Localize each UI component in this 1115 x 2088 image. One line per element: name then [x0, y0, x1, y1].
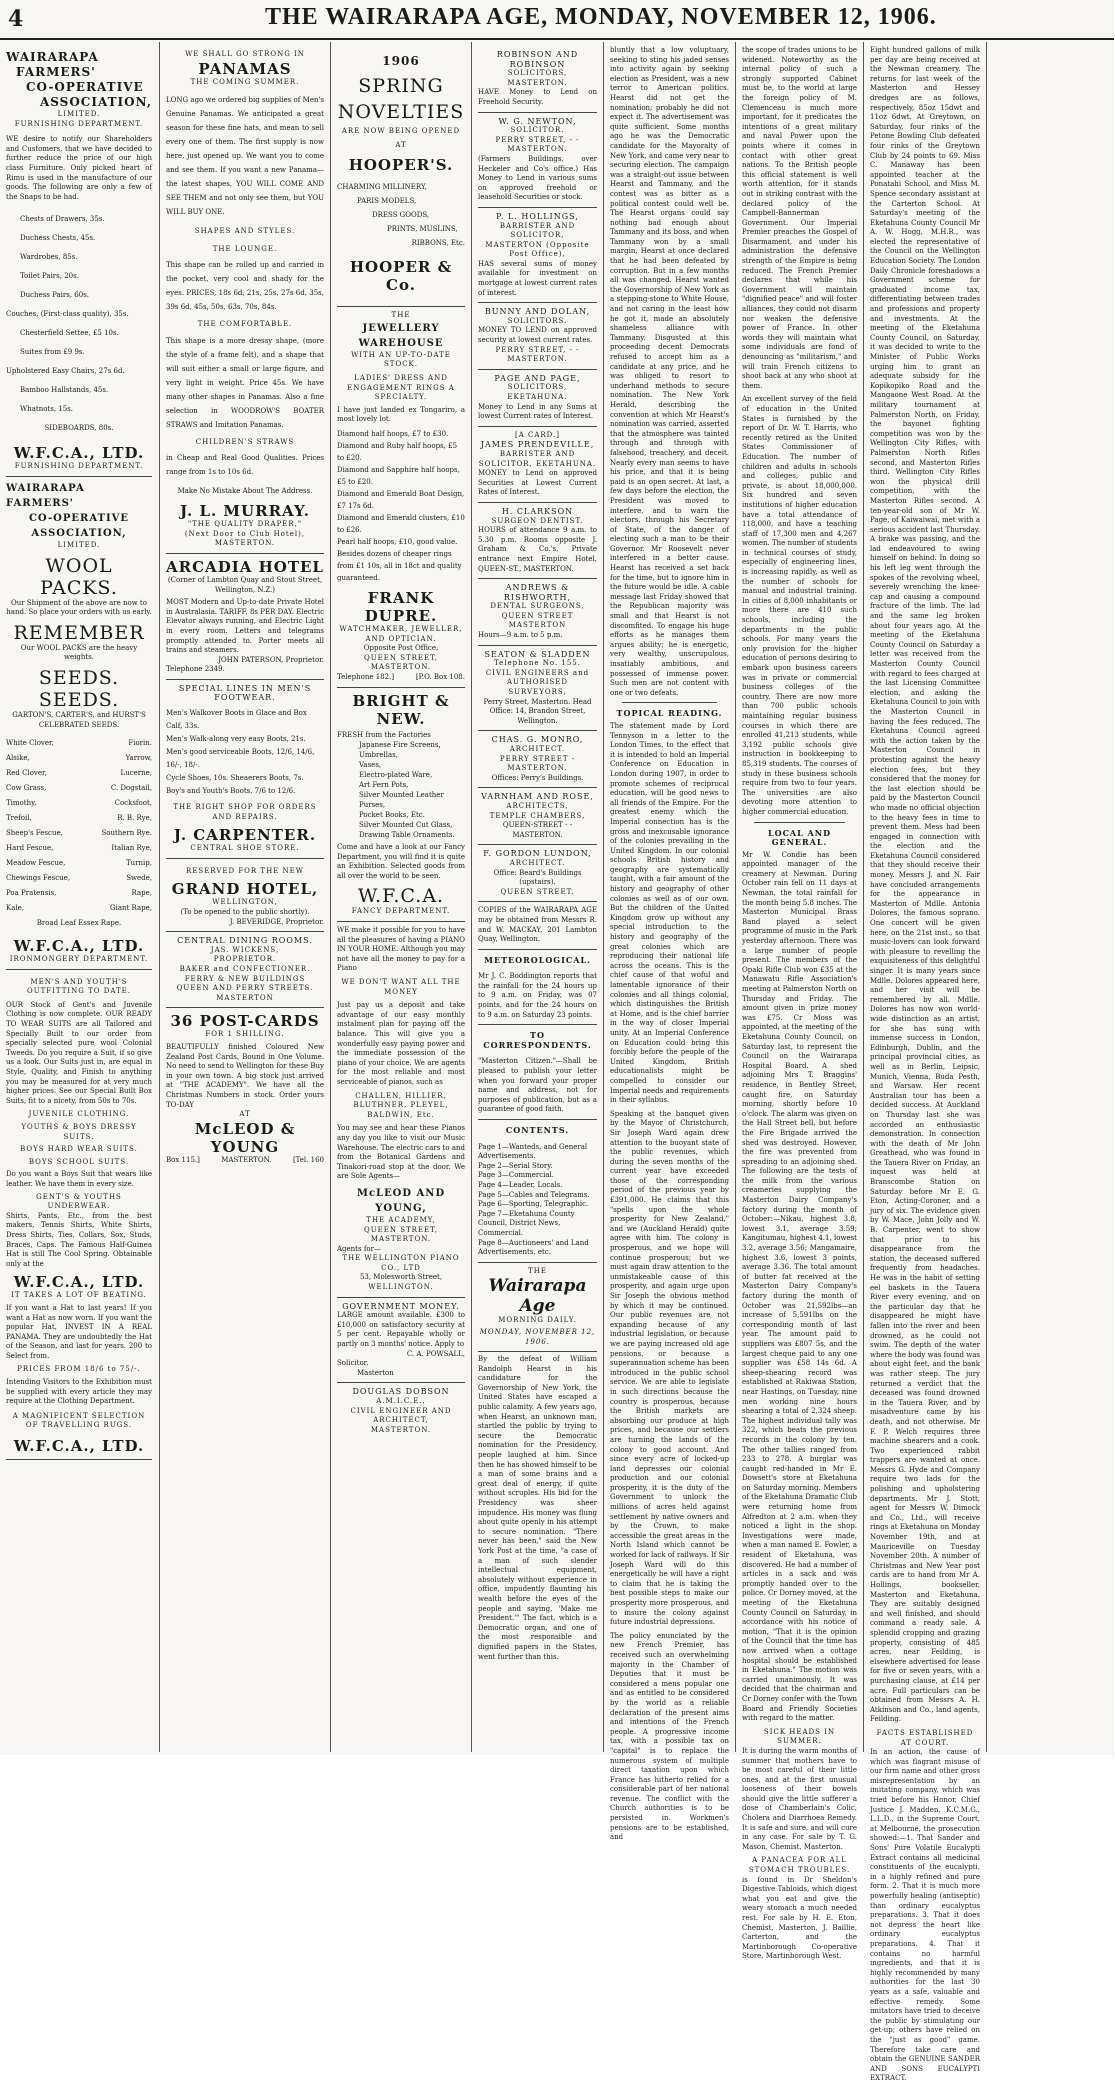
- contents-item: Page 2—Serial Story.: [478, 1161, 553, 1170]
- furniture-item: Duchess Chests, 45s.: [20, 234, 96, 243]
- childrens-text: in Cheap and Real Good Qualities. Prices range from 1s to 10s 6d.: [166, 453, 324, 476]
- dining-rooms-ad: [166, 932, 324, 1008]
- jewellery-the: THE: [391, 311, 411, 320]
- piano-brands: CHALLEN, HILLIER, BLUTHNER, PLEYEL, BALDWIN, Etc.: [353, 1091, 449, 1119]
- final-signature: W.F.C.A., LTD.: [13, 1437, 145, 1456]
- murray-name: J. L. MURRAY.: [180, 502, 310, 521]
- juvenile-text: Do you want a Boys Suit that wears like leather. We have them in every size.: [6, 1170, 152, 1188]
- furniture-item: SIDEBOARDS, 80s.: [44, 424, 114, 433]
- wickens-street: QUEEN AND PERRY STREETS.: [176, 984, 314, 993]
- govt-title: GOVERNMENT MONEY.: [342, 1301, 460, 1311]
- novelties-spring: SPRING: [358, 75, 444, 97]
- local-title: LOCAL AND GENERAL.: [767, 827, 832, 848]
- page-number: 4: [8, 6, 24, 32]
- wfca-name-1: WAIRARAPA: [6, 50, 99, 64]
- seed-row: Trefoil, R. B. Rye,: [6, 814, 152, 823]
- correspondents-title: TO CORRESPONDENTS.: [483, 1030, 592, 1050]
- hoopers-list: [337, 180, 465, 250]
- underwear-title: GENT'S & YOUTHS UNDERWEAR.: [36, 1192, 122, 1211]
- arcadia-hotel-ad: [166, 554, 324, 680]
- furniture-item: Couches, (First-class quality), 35s.: [6, 310, 129, 319]
- contents-item: Page 4—Leader, Locals.: [478, 1180, 563, 1189]
- arcadia-address: (Corner of Lambton Quay and Stout Street, Wellington, N.Z.): [167, 575, 323, 594]
- seeds-list: [6, 736, 152, 931]
- rings-list: [337, 428, 465, 584]
- dining-title: CENTRAL DINING ROOMS.: [177, 936, 313, 946]
- topical-revenue: Speaking at the banquet given by the Mayor of Christchurch, Sir Joseph Ward again drew attention to the buoyant state of the public revenues, which during the seven months of the current year have exceeded those of the corresponding period of the previous year by £391,000. He claims that this "spells upon the whole prosperity for New Zealand," and we (Auckland Herald) quite agree with him. The colony is prosperous, and we hope will continue prosperous; but we must again draw attention to the unmistakeable cause of this prosperity, and again urge upon Sir Joseph the obvious method by which it may be continued. Our public revenues are not expanding because of any industrial legislation, or because we are paying increased old age pensions, or because a superannuation scheme has been introduced in the public school service. We are able to legislate in such directions because the country is prosperous, because the British markets are absorbing our produce at high prices, and because our settlers are turning the lands of the colony to good account. And since every acre of locked-up land depresses our colonial production and our colonial prosperity, it is the duty of the Government to unlock the millions of acres held against settlement by native owners and by the Crown, to make accessible the great areas in the North Island which cannot be worked for lack of railways. If Sir Joseph Ward will do this energetically he will have a right to claim that he is taking the best possible steps to make our prosperity more prosperous, and to insure the colony against future industrial depressions.: [610, 1109, 729, 1627]
- grand-town: WELLINGTON,: [212, 898, 278, 907]
- ironmongery-department: IRONMONGERY DEPARTMENT.: [9, 955, 149, 964]
- ring-item: Pearl half hoops, £10, good value.: [337, 537, 458, 546]
- column-3: [330, 42, 471, 1752]
- wfca-fancy-signature: W.F.C.A.: [357, 885, 445, 908]
- panama-pre: WE SHALL GO STRONG IN: [185, 50, 305, 58]
- powsall-name: C. A. POWSALL,: [406, 1349, 465, 1358]
- juvenile-line: YOUTHS & BOYS DRESSY SUITS.: [21, 1123, 137, 1141]
- bright-item: Pocket Books, Etc.: [359, 811, 425, 820]
- rings-intro: I have just landed ex Tongariro, a most lovely lot.: [337, 405, 465, 424]
- mcleod-box: Box 115.]: [166, 1155, 200, 1164]
- mens-outfitting-text: OUR Stock of Gent's and Juvenile Clothing is now complete. OUR READY TO WEAR SUITS are all Tailored and Specially Built to our order from specially selected pure wool Colonial Tweeds. Do you require a Suit, if so give us a look. Our Suits just in, are equal in Style, Quality, and Finish to anything you may be measured for at very much higher prices. See our Special Built Box Suits, fit to a nicety, from 50s to 70s.: [6, 1000, 152, 1105]
- furniture-item: Bamboo Hallstands, 45s.: [20, 386, 109, 395]
- comfortable-title: THE COMFORTABLE.: [197, 320, 293, 329]
- travelling-rugs: A MAGNIFICENT SELECTION OF TRAVELLING RUGS.: [12, 1411, 146, 1430]
- dupre-sub: WATCHMAKER, JEWELLER, AND OPTICIAN.: [339, 624, 463, 643]
- ring-item: Diamond and Emerald Boat Design, £7 17s 6d.: [337, 489, 465, 510]
- bright-fresh: FRESH from the Factories: [337, 730, 431, 739]
- bright-item: Silver Mounted Leather Purses,: [359, 791, 444, 810]
- leader-continued: bluntly that a low voluptuary, seeking to sting his jaded senses into activity again by seeking election as President, was a new terror to American politics. Hearst did not get the nomination; probably he did not expect it. The advertisement was quite sufficient. Some months ago he was the Democratic candidate for the Mayoralty of New York, and came very near to securing election. The campaign was a straight-out issue between Hearst and Tammany, and the contest was as bitter as a political contest could well be. The Hearst organs could say nothing bad enough about Tammany and its boss, and when Tammany won by a small margin, Hearst at once declared that he had been defeated by corruption. But in a few months all was changed. Hearst wanted the Governorship of New York as a stepping-stone to White House, and not caring in the least how he got it, made an absolutely shameless alliance with Tammany. Disgusted at this proceeding decent Democrats refused to accept him as a candidate at any price, and he was obliged to resort to underhand methods to secure nomination. The New York Herald, describing the convention at which Mr Hearst's nomination was carried, asserted that the atmosphere was tainted through and through with falsehood, treachery, and deceit. Nearly every man seems to have his price, and that it is being paid is an open secret. At last, a few days before the election, the President was moved to interfere, and to warn the electors, through his Secretary of State, of the danger of electing such a man to be their Governor. Mr Roosevelt never interfered in a better cause. Hearst has received a set back for the time, but to ignore him in the future would be idle. A cable message last Friday showed that the Republican majority was small and that Hearst is not discomfited. To engage his huge efforts as he manages them argues ability; he is energetic, very wealthy, unscrupulous, insatiably ambitious, and possessed of immense power. Such men are not content with one or two defeats.: [610, 46, 729, 697]
- carpenter-sub: CENTRAL SHOE STORE.: [190, 844, 300, 853]
- piano-text-3: You may see and hear these Pianos any day you like to visit our Music Warehouse. The electric cars to and from the Botanical Gardens and Tinakori-road stop at the door. We are Sole Agents—: [337, 1124, 465, 1181]
- seeds-title: SEEDS. SEEDS.: [38, 666, 120, 711]
- government-money-ad: [337, 1298, 465, 1384]
- furniture-item: Chests of Drawers, 35s.: [20, 215, 105, 224]
- novelties-at: AT: [395, 140, 407, 149]
- wfca-fancy-department: FANCY DEPARTMENT.: [351, 907, 451, 916]
- wfca-name-6: FURNISHING DEPARTMENT.: [14, 119, 144, 128]
- carpenter-name: J. CARPENTER.: [173, 826, 317, 845]
- column-2: [159, 42, 330, 1752]
- postcards-for: FOR 1 SHILLING.: [205, 1030, 285, 1039]
- mcleod-telephone: [Tel. 160: [292, 1155, 324, 1164]
- novelties-year: 1906: [382, 54, 420, 68]
- hoopers-item: DRESS GOODS,: [372, 211, 430, 220]
- column-1: [0, 42, 158, 1752]
- us-education: An excellent survey of the field of education in the United States is furnished by the report of Dr. W. T. Harris, who recently retired as the United States Commissioner of Education. The number of children and adults in schools and colleges, public and private, is about 18,000,000. Six hundred and seven institutions of higher education have a total attendance of 118,000, and have a teaching staff of 17,300 men and 4,267 women. The number of students in technical courses of study, especially of engineering lines, is increasing rapidly, as well as the number of schools for manual and industrial training. In cities of 8,000 inhabitants or more there are 410 such schools, including the departments in the public schools. For many years the only provision for the higher education of persons desiring to embark upon business careers was in private or commercial business colleges of the country. There are now more than 700 public schools maintaining regular business courses in which there are enrolled 41,213 students, while 3,192 public schools give instruction in bookkeeping to 85,319 students. The courses of study in these business schools require from two to four years. The universities are also devoting more attention to higher commercial education.: [742, 395, 857, 816]
- underwear-text: Shirts, Pants, Etc., from the best makers, Tennis Shirts, White Shirts, Dress Shirts, Ties, Collars, Sox, Studs, Braces, Caps. The Famous Half-Guinea Hat is still The Cool Spring. Obtainable only at the: [6, 1211, 152, 1268]
- footwear-item: Men's Walkover Boots in Glace and Box Calf, 33s.: [166, 709, 307, 731]
- copies-notice: COPIES of the WAIRARAPA AGE may be obtained from Messrs R. and W. MACKAY, 201 Lambton Quay, Wellington.: [478, 902, 597, 949]
- card: W. G. NEWTON, SOLICITOR. PERRY STREET, - - MASTERTON. (Farmers Buildings, over Heckeler and Co's office.) Has Money to Lend in various sums on approved freehold or leasehold Securities or stock.: [478, 113, 597, 208]
- hat-prices: PRICES FROM 18/6 to 75/-.: [17, 1365, 141, 1374]
- masthead: [0, 0, 1114, 40]
- dupre-street: QUEEN STREET, MASTERTON.: [363, 653, 439, 672]
- professional-cards: [478, 46, 597, 902]
- piano-text-2: Just pay us a deposit and take advantage of our easy monthly instalment plan for paying off the balance. This will give you a wonderfully easy paying power and the immediate possession of the piano of your choice. We are agents for the most reliable and most serviceable of pianos, such as: [337, 1001, 465, 1086]
- hat-exhibition-text: Intending Visitors to the Exhibition must be supplied with every article they may require at the Clothing Department.: [6, 1378, 152, 1406]
- contents-title: CONTENTS.: [505, 1125, 570, 1135]
- furniture-item: Toilet Pairs, 20s.: [20, 272, 79, 281]
- hoopers-item: PRINTS, MUSLINS,: [387, 225, 458, 234]
- paper-sub: MORNING DAILY.: [498, 1316, 577, 1325]
- wool-head-2: CO-OPERATIVE ASSOCIATION,: [28, 512, 130, 539]
- seed-row: Timothy, Cocksfoot,: [6, 799, 152, 808]
- hoopers-item: PARIS MODELS,: [357, 197, 417, 206]
- france-continued: the scope of trades unions to be widened. Noteworthy as the internal policy of such a strongly supported Cabinet must be, to the world at large the foreign policy of M. Clemenceau is much more important, for it predicates the intentions of a great military and naval Power upon the points where it comes in contact with other great nations. To the British people this official statement is well worth attention, for it stands out in striking contrast with the declared policy of the Campbell-Bannerman Government. Our Imperial Premier preaches the Gospel of Disarmament, and under his administration the defensive strength of the Empire is being reduced. The French Premier declares that while his Government will maintain "dignified peace" and will foster alliances, they could not disarm nor weaken the defensive power of France. In other words they will maintain what some individuals are fond of denouncing as "militarism," and will train French citizens to shoot back at any who shoot at them.: [742, 46, 857, 390]
- furniture-item: Upholstered Easy Chairs, 27s 6d.: [6, 367, 125, 376]
- meteorological-text: Mr J. C. Boddington reports that the rainfall for the 24 hours up to 9 a.m. on Friday, was 07 points, and for the 24 hours on to 9 a.m. on Saturday 23 points.: [478, 968, 597, 1025]
- mcleod-town: MASTERTON.: [221, 1155, 272, 1164]
- hat-title: IT TAKES A LOT OF BEATING.: [11, 1291, 147, 1300]
- card: SEATON & SLADDEN Telephone No. 155. CIVIL ENGINEERS and AUTHORISED SURVEYORS, Perry Street, Masterton. Head Office: 14, Brandon Street, Wellington.: [478, 646, 597, 732]
- ring-item: Diamond and Ruby half hoops, £5 to £20.: [337, 441, 458, 462]
- contents-item: Page 1—Wanteds, and General Advertisements.: [478, 1142, 588, 1161]
- seeds-text: GARTON'S, CARTER'S, and HURST'S CELEBRATED SEEDS.: [12, 710, 146, 729]
- grand-sub: (To be opened to the public shortly).: [180, 908, 310, 917]
- bright-item: Silver Mounted Cut Glass,: [359, 821, 453, 830]
- facts-title: FACTS ESTABLISHED AT COURT.: [876, 1728, 974, 1747]
- footwear-item: Boy's and Youth's Boots, 7/6 to 12/6.: [166, 787, 296, 796]
- dupre-name: FRANK DUPRE.: [364, 588, 438, 625]
- lounge-title: THE LOUNGE.: [212, 244, 278, 253]
- bright-item: Japanese Fire Screens,: [359, 741, 441, 750]
- seed-row: Meadow Fescue, Turnip,: [6, 859, 152, 868]
- wfca-name-3: CO-OPERATIVE: [26, 80, 144, 94]
- contents-item: Page 6—Sporting, Telegraphic.: [478, 1200, 589, 1209]
- wfca-name-4: ASSOCIATION,: [39, 95, 152, 109]
- bright-item: Drawing Table Ornaments.: [359, 831, 455, 840]
- bright-item: Vases,: [359, 761, 382, 770]
- panama-sub: THE COMING SUMMER.: [190, 77, 300, 86]
- juvenile-line: BOYS HARD WEAR SUITS.: [20, 1145, 138, 1154]
- mcleod-young-sub: THE ACADEMY,: [366, 1215, 436, 1224]
- bright-item: Umbrellas,: [359, 751, 398, 760]
- novelties-opened: ARE NOW BEING OPENED: [341, 127, 461, 135]
- jewellery-sub: WITH AN UP-TO-DATE STOCK.: [351, 350, 451, 369]
- bright-item: Art Fern Pots,: [359, 781, 409, 790]
- wfca-name-2: FARMERS': [16, 65, 96, 79]
- panama-text: LONG ago we ordered big supplies of Men's Genuine Panamas. We anticipated a great season for these fine hats, and mean to sell every one of them. The first supply is now here, just opened up. We want you to come and see them. If you want a new Panama—the latest shapes, YOU WILL COME AND SEE THEM and not only see them, but YOU WILL BUY ONE.: [166, 96, 324, 217]
- mcleod-contact: [166, 1156, 324, 1166]
- powsall-title: Solicitor,: [337, 1359, 369, 1368]
- card: BUNNY AND DOLAN, SOLICITORS. MONEY TO LEND on approved security at lowest current rates. PERRY STREET, - - MASTERTON.: [478, 303, 597, 370]
- footwear-title: SPECIAL LINES IN MEN'S FOOTWEAR.: [178, 683, 312, 703]
- arcadia-title: ARCADIA HOTEL: [166, 557, 324, 576]
- postcards-at: AT: [239, 1110, 251, 1119]
- column-7: [863, 42, 986, 2083]
- column-8: [986, 42, 1115, 1752]
- grand-proprietor: J. BEVERIDGE, Proprietor.: [229, 917, 324, 926]
- dupre-address: Opposite Post Office,: [363, 644, 439, 653]
- powsall-town: Masterton: [357, 1368, 394, 1377]
- contents-item: Page 3—Commercial.: [478, 1171, 555, 1180]
- contents-item: Page 8—Auctioneers' and Land Advertisements, etc.: [478, 1238, 589, 1257]
- wfca-department: FURNISHING DEPARTMENT.: [14, 462, 144, 471]
- meteorological-title: METEOROLOGICAL.: [484, 954, 591, 965]
- murray-town: MASTERTON.: [214, 539, 276, 548]
- topical-title: TOPICAL READING.: [616, 708, 723, 719]
- local-news-continued: Eight hundred gallons of milk per day are being received at the Newman creamery. The returns for last week of the Masterton and Hessey dredges are as follows, respectively, 85oz 15dwt and 11oz 6dwt. At Greytown, on Saturday, four rinks of the Petone Bowling Club defeated four rinks of the Greytown Club by 24 points to 69. Miss C. Manaway has been appointed teacher at the Ponatahi School, and Miss M. Spence secondary assistant at the Carterton School. At Saturday's meeting of the Eketahuna County Council Mr A. W. Hogg, M.H.R., was elected the representative of the Council on the Wellington Education Society. The London Daily Chronicle foreshadows a Government scheme for graduated income tax, differentiating between trades and professions and property and investments. At the meeting of the Eketahuna County Council, on Saturday, it was decided to write to the Minister of Public Works urging him to grant an adequate subsidy for the Kopikopiko Road and the Mangaone West Road. At the military tournament at Palmerston North, on Friday, the bayonet fighting competition was won by the Wellington City Rifles, with Palmerston North Rifles second, and Masterton Rifles third. Wellington City Rifles won the physical drill competition, with the Masterton Rifles second. A ten-year-old son of Mr W. Page, of Kaiwaiwai, met with a serious accident last Thursday. A brake was passing, and the lad endeavoured to swing himself on behind. In doing so his left leg went through the spokes of the revolving wheel, severely wrenching the knee-cap and causing a compound fracture of the limb. The lad and the same leg broken about four years ago. At the meeting of the Eketahuna County Council on Saturday a letter was received from the Masterton County Council with regard to fees charged at the last Licensing Committee election, and asking the Eketahuna Council to join with the Masterton Council in having the fees reduced. The Eketahuna Council agreed with the action taken by the Masterton Council in protesting against the heavy election fees, but they considered that the money for the last election should be paid by the Masterton Council who made no official objection to the heavy fees in time to prevent them. Mess had been engaged in connection with the election and the Eketahuna Council considered that they should receive their money. Messrs J. and N. Fair have concluded arrangements for the appearance in Masterton of Mdlle. Antonia Dolores, the famous soprano. One concert will be given here, on the 21st inst., so that music-lovers can look forward with pleasure to revelling the exquisiteness of this delightful singer. It is many years since Mdlle. Dolores appeared here, and her visit will be remembered by all. Mdlle. Dolores has now won world-wide distinction as an artist, for she has sung with immense success in London, Edinburgh, Dublin, and the principal provincial cities, as well as in Berlin, Leipsic, Munich, Vienna, Buda Pesth, and Warsaw. Her recent Australian tour has been a decided success. At Auckland on Thursday last she was accorded an enthusiastic demonstration. In connection with the death of Mr John Greathead, who was found in the Tauera River on Friday, an inquest was held at Branscombe Station on Saturday before Mr E. G. Eton, Acting-Coroner, and a jury of six. The evidence given by W. Mace, John Jolly and W. B. Carpenter, went to show that prior to his disappearance from the station, the deceased suffered frequently from headaches. He was in the habit of setting eel baskets in the Tauera River every evening, and on the particular day that he disappeared he might have fallen into the river and been drowned, as he could not swim. The depth of the water where the body was found was about eight feet, and the bank was rather steep. The jury returned a verdict that the deceased was found drowned in the Tauera River, and by misadventure came by his death, and not otherwise. Mr F. P. Welch requires three machine shearers and a cook. Two experienced rabbit trappers are wanted at once. Messrs G. Hyde and Company require two lads for the polishing and upholstering departments. Mr J. Stott, agent for Messrs W. Dimock and Co., Ltd., will receive rings at Eketahuna on Monday November 19th, and at Mauriceville on Tuesday November 20th. A number of Christmas and New Year post cards are to hand from Mr A. Hollings, bookseller, Masterton and Eketahuna. They are suitably designed and well finished, and should command a ready sale. A splendid cropping and grazing property, consisting of 485 acres, near Feilding, is elsewhere advertised for lease for five or seven years, with a purchasing clause, at £14 per acre. Full particulars can be obtained from Messrs A. H. Atkinson and Co., land agents, Feilding.: [870, 46, 980, 1724]
- govt-text: LARGE amount available. £300 to £10,000 on satisfactory security at 5 per cent. Repayable wholly or partly on 3 months' notice. Apply to: [337, 1311, 465, 1349]
- shapes-title: SHAPES AND STYLES.: [194, 227, 296, 236]
- arcadia-telephone: Telephone 2349.: [166, 665, 225, 674]
- dobson-sub: A.M.I.C.E.,: [376, 1397, 426, 1405]
- furniture-item: Wardrobes, 85s.: [20, 253, 78, 262]
- panacea-text: is found in Dr Sheldon's Digestive Tabloids, which digest what you eat and give the weary stomach a much needed rest. For sale by H. E. Eton, Chemist, Masterton, J. Baillie, Carterton, and the Martinborough Co-operative Store, Martinborough West.: [742, 1875, 857, 1961]
- dupre-telephone: Telephone 182.]: [337, 672, 395, 681]
- leader-article: By the defeat of William Randolph Hearst in his candidature for the Governorship of New York, the United States have escaped a public calamity. A few years ago, when Hearst, an unknown man, startled the public by trying to secure the Democratic nomination for the Presidency, people laughed at him. Since then he has showed himself to be a man of some brains and a great deal of energy, if quite without scruples. His bid for the Presidency was sheer impudence. His money was flung about quite openly in his attempt to secure nomination. "There never has been," said the New York Post at the time, "a case of a man of such slender intellectual equipment, absolutely without experience in office, impudently flaunting his wealth before the eyes of the people and saying, 'Make me President.'" The fact, which is a Democratic organ, and one of the most responsible and dignified papers in the States, went further than this.: [478, 1355, 597, 1661]
- sick-text: It is during the warm months of summer that mothers have to be most careful of their little ones, and at the first unusual looseness of their bowels should give the little sufferer a dose of Chamberlain's Colic, Cholera and Diarrhoea Remedy. It is safe and sure, and will cure in any case. For sale by T. G. Mason, Chemist, Masterton.: [742, 1746, 857, 1851]
- seed-row: Sheep's Fescue, Southern Rye.: [6, 829, 152, 838]
- rings-title: LADIES' DRESS AND ENGAGEMENT RINGS A SPECIALTY.: [347, 373, 455, 402]
- furniture-item: Chesterfield Settee, £5 10s.: [20, 329, 119, 338]
- remember-title: REMEMBER: [13, 621, 145, 644]
- seed-row: Alsike, Yarrow,: [6, 754, 152, 763]
- furniture-item: Suites from £9 9s.: [20, 348, 85, 357]
- seed-row: Chewings Fescue, Swede,: [6, 874, 152, 883]
- wellington-piano: THE WELLINGTON PIANO CO., LTD: [342, 1254, 460, 1272]
- mens-outfitting-title: MEN'S AND YOUTH'S OUTFITTING TO DATE.: [26, 977, 132, 996]
- repairs-note: THE RIGHT SHOP FOR ORDERS AND REPAIRS.: [173, 803, 317, 821]
- topical-france: The policy enunciated by the new French Premier, has received such an overwhelming majority in the Chamber of Deputies that it must be considered a mens popular one and as entitled to be considered by the world as a reliable declaration of the present aims and intentions of the French people. A progressive income tax, with a possible tax on "capital" is to replace the numerous system of multiple direct taxation upon which France has hitherto relied for a considerable part of her national revenue. The conflict with the Church authorities is to be persisted in. Workmen's pensions are to be established, and: [610, 1631, 729, 1842]
- reserved-note: RESERVED FOR THE NEW: [186, 866, 304, 875]
- hat-text: If you want a Hat to last years! If you want a Hat as now worn. If you want the popular Hat, INVEST IN A REAL PANAMA. They are undoubtedly the Hat of the Season, and last for years. 200 to Select from.: [6, 1303, 152, 1360]
- seed-row: Hard Fescue, Italian Rye,: [6, 844, 152, 853]
- furniture-list: [6, 210, 152, 438]
- footwear-item: Men's good serviceable Boots, 12/6, 14/6, 16/-, 18/-.: [166, 748, 315, 770]
- seed-row: White Clover, Fiorin.: [6, 739, 152, 748]
- wool-packs-text: Our Shipment of the above are now to hand. So place your orders with us early.: [6, 598, 152, 617]
- footwear-item: Men's Walk-along very easy Boots, 21s.: [166, 735, 306, 744]
- wickens-town: MASTERTON: [216, 993, 274, 1002]
- mens-outfitting-ad: [6, 970, 152, 1460]
- panacea-title: A PANACEA FOR ALL STOMACH TROUBLES.: [748, 1856, 851, 1875]
- card: ANDREWS & RISHWORTH, DENTAL SURGEONS, QUEEN STREET MASTERTON Hours—9 a.m. to 5 p.m.: [478, 579, 597, 646]
- postcards-ad: [166, 1008, 324, 1169]
- remember-text: Our WOOL PACKS are the heavy weights.: [20, 643, 138, 662]
- contents-list: [478, 1139, 597, 1263]
- dobson-trade: CIVIL ENGINEER AND ARCHITECT,: [350, 1406, 452, 1425]
- bright-title: BRIGHT & NEW.: [352, 691, 450, 728]
- grand-title: GRAND HOTEL,: [171, 880, 319, 899]
- wool-packs-ad: [6, 477, 152, 970]
- lounge-text: This shape can be rolled up and carried in the pocket, very cool and shady for the eyes. PRICES, 18s 6d, 21s, 25s, 27s 6d, 35s, 39s 6d, 45s, 50s, 63s, 70s, 84s.: [166, 261, 324, 312]
- contents-item: Page 5—Cables and Telegrams.: [478, 1190, 590, 1199]
- grand-hotel-ad: [166, 859, 324, 932]
- juvenile-line: BOYS SCHOOL SUITS.: [28, 1157, 130, 1166]
- local-news: Mr W. Condie has been appointed manager of the creamery at Newman. During October rain fell on 11 days at Newman, the total rainfall for the month being 5.8 inches. The Masterton Municipal Brass Band played a select programme of music in the Park yesterday afternoon. There was a large number of people present. The members of the Opaki Rifle Club won £35 at the Manawatu Rifle Association's meeting at Palmerston North on Thursday and Friday. The amount given in prize money was £75. Cr Moss was appointed, at the meeting of the Eketahuna County Council, on Saturday last, to represent the Council on the Wairarapa Hospital Board. A shed adjoining Mrs T. Braggins' residence, in Bentley Street, caught fire, on Saturday morning, shortly before 10 o'clock. The alarm was given on the Hall Street bell, but before the Fire Brigade arrived the shed was destroyed. However, the fire was prevented from spreading to an adjoining shed. The following are the tests of the milk from the various creameries supplying the Masterton Dairy Company's factory during the month of October:—Nikau, highest 3.8, lowest 3.1, average 3.59; Kangitumau, highest 4.1, lowest 3.2, average 3.56; Mangamaire, highest 3.6, lowest 3 points, average 3.36. The total amount of butter fat received at the Masterton Dairy Company's factory during the month of October was 21,592lbs—an increase of 5,591lbs on the corresponding month of last year. The amount paid to suppliers was £807 5s, and the largest cheque paid to any one supplier was £58 14s 6d. A sheep-shearing record was established at Rakiwaa Station, near Hastings, on Tuesday, nine men working nine hours shearing a total of 2,324 sheep. The highest individual tally was 322, which beats the previous records in the colony by ten. The other tallies ranged from 233 to 278. A burglar was caught red-handed in Mr E. Dowsett's store at Eketahuna on Saturday morning. Members of the Eketahuna Dramatic Club were returning home from Alfredton at 2 a.m. when they noticed a light in the shop. Investigations were made, when a man named E. Fowler, a resident of Eketahuna, was discovered. He had a number of articles in a sack and was promptly handed over to the police. Cr Dorney moved, at the meeting of the Eketahuna County Council on Saturday, in accordance with his notice of motion, "That it is the opinion of the Council that the time has now arrived when a cottage hospital should be established in Eketahuna." The motion was carried unanimously. It was decided that the chairman and Cr Dorney confer with the Town Board and Friendly Societies with regard to the matter.: [742, 850, 857, 1723]
- card: H. CLARKSON SURGEON DENTIST. HOURS of attendance 9 a.m. to 5.30 p.m. Rooms opposite J. Graham & Co.'s, Private entrance next Empire Hotel, QUEEN-ST., MASTERTON.: [478, 503, 597, 579]
- wool-head-3: LIMITED.: [57, 540, 101, 549]
- seed-row: Broad Leaf Essex Rape.: [36, 919, 122, 928]
- agents-for: Agents for—: [337, 1244, 381, 1253]
- ring-item: Besides dozens of cheaper rings from £1 10s, all in 18ct and quality guaranteed.: [337, 549, 462, 582]
- wickens-address: FERRY & NEW BUILDINGS: [184, 974, 306, 983]
- arcadia-text: MOST Modern and Up-to-date Private Hotel in Australasia. TARIFF, 8s PER DAY. Electric Elevator always running, and Electric Light in every room. Letters and telegrams promptly attended to. Porter meets all trains and steamers.: [166, 598, 324, 655]
- seed-row: Red Clover, Lucerne,: [6, 769, 152, 778]
- hoopers-signature: HOOPER & Co.: [349, 258, 453, 295]
- hoopers-item: CHARMING MILLINERY,: [337, 183, 427, 192]
- hoopers-name: HOOPER'S.: [348, 156, 454, 175]
- murray-address: (Next Door to Club Hotel),: [184, 529, 306, 538]
- bright-item: Electro-plated Ware,: [359, 771, 433, 780]
- piano-ad: [337, 922, 465, 1298]
- furniture-item: Duchess Pairs, 60s.: [20, 291, 90, 300]
- footwear-ad: [166, 680, 324, 859]
- bright-text: Come and have a look at our Fancy Department, you will find it is quite an Exhibition. Selected goods from all over the world to be seen.: [337, 843, 465, 880]
- wfca-name-5: LIMITED.: [57, 110, 101, 118]
- childrens-title: CHILDREN'S STRAWS: [195, 437, 295, 446]
- dobson-town: MASTERTON.: [370, 1425, 432, 1434]
- juvenile-title: JUVENILE CLOTHING.: [28, 1110, 130, 1119]
- column-5: [603, 42, 735, 1842]
- correspondents-text: "Masterton Citizen."—Shall be pleased to publish your letter when you forward your proper name and address, not for purposes of publication, but as a guarantee of good faith.: [478, 1053, 597, 1120]
- comfortable-text: This shape is a more dressy shape, (more the style of a frame felt), and a shape that will suit either a small or large figure, and very light in weight. Price 45s. We have many other shapes in Panamas. Also a fine selection in WOODROW'S BOATER STRAWS and Imitation Panamas.: [166, 336, 324, 429]
- novelties-title: NOVELTIES: [337, 101, 465, 123]
- murray-sub: "THE QUALITY DRAPER,": [187, 520, 303, 529]
- panama-title: PANAMAS: [198, 59, 292, 78]
- postcards-text: BEAUTIFULLY finished Coloured New Zealand Post Cards, Bound in One Volume. No need to send to Wellington for these Buy in your own town. A big stock just arrived at "THE ACADEMY". We have all the Christmas Numbers in stock. Order yours TO-DAY: [166, 1042, 324, 1109]
- ring-item: Diamond half hoops, £7 to £30.: [337, 429, 449, 438]
- wickens-trade: BAKER and CONFECTIONER.: [179, 965, 311, 973]
- seed-row: Poa Pratensis, Rape,: [6, 889, 152, 898]
- ironmongery-signature: W.F.C.A., LTD.: [13, 937, 145, 956]
- dupre-contact: [337, 673, 465, 683]
- wellington-town: WELLINGTON.: [368, 1283, 434, 1292]
- furniture-item: Whatnots, 15s.: [20, 405, 73, 414]
- seed-row: Kale, Giant Rape,: [6, 904, 152, 913]
- newspaper-title: THE WAIRARAPA AGE, MONDAY, NOVEMBER 12, 1906.: [265, 4, 937, 30]
- column-4: [471, 42, 603, 1752]
- postcards-title: 36 POST-CARDS: [170, 1012, 320, 1031]
- bright-new-ad: [337, 688, 465, 923]
- ring-item: Diamond and Emerald clusters, £10 to £26.: [337, 513, 465, 534]
- footwear-list: [166, 707, 324, 798]
- panamas-ad: [166, 46, 324, 554]
- dobson-ad: [337, 1383, 465, 1439]
- wellington-address: 53, Molesworth Street,: [359, 1273, 443, 1282]
- paper-name: Wairarapa Age: [488, 1276, 587, 1317]
- paper-the: THE: [528, 1266, 547, 1275]
- mcleod-young-name: McLEOD AND YOUNG,: [356, 1187, 446, 1214]
- card: PAGE AND PAGE, SOLICITORS, EKETAHUNA. Money to Lend in any Sums at lowest Current rates of Interest.: [478, 370, 597, 427]
- ring-item: Diamond and Sapphire half hoops, £5 to £20.: [337, 465, 460, 486]
- hoopers-ad: [337, 46, 465, 307]
- footwear-item: Cycle Shoes, 10s. Sheaerers Boots, 7s.: [166, 774, 304, 783]
- facts-text: In an action, the cause of which was flagrant misuse of our firm name and other gross misrepresentation by an imitating company, which was tried before his Honor, Chief Justice J. Madden, K.C.M.G., L.L.D., in the Supreme Court, at Melbourne, the prosecution showed:—1. That Sander and Sons' Pure Volatile Eucalypti Extract contains all medicinal constituents of the eucalypti, in a highly refined and pure form. 2. That it is much more powerfully healing (antiseptic) than ordinary eucalyptus preparations. 3. That it does not depress the heart like ordinary eucalyptus preparations. 4. That it contains no harmful ingredients, and that it is highly recommended by many authorities for the last 30 years as a safe, valuable and effective remedy. Some imitators have tried to deceive the public by stimulating our get-up; others have relied on the "just as good" game. Therefore take care and obtain the GENUINE SANDER AND SONS EUCALYPTI EXTRACT.: [870, 1748, 980, 2083]
- card: ROBINSON AND ROBINSON SOLICITORS, MASTERTON. HAVE Money to Lend on Freehold Security.: [478, 46, 597, 113]
- paper-date: MONDAY, NOVEMBER 12, 1906.: [479, 1327, 596, 1346]
- columns: [0, 42, 1114, 2083]
- piano-text: WE make it possible for you to have all the pleasures of having a PIANO IN YOUR HOME. Although you may not have all the money to pay for a Piano: [337, 926, 465, 973]
- column-6: [735, 42, 863, 1961]
- bright-list: [337, 740, 465, 840]
- wfca-signature: W.F.C.A., LTD.: [13, 444, 145, 463]
- wickens-proprietor: PROPRIETOR.: [213, 955, 277, 964]
- sick-title: SICK HEADS IN SUMMER.: [763, 1727, 836, 1746]
- wfca-intro: WE desire to notify our Shareholders and Customers, that we have decided to further reduce the price of our high class Furniture. Only picked heart of Rimu is used in the manufacture of our goods. The following are only a few of the Snaps to be had.: [6, 135, 152, 201]
- mcleod-name: McLEOD & YOUNG: [194, 1119, 296, 1156]
- wool-head-1: WAIRARAPA FARMERS': [6, 482, 85, 509]
- jewellery-title: JEWELLERY WAREHOUSE: [358, 322, 444, 349]
- card: CHAS. G. MONRO, ARCHITECT. PERRY STREET - MASTERTON. Offices: Perry's Buildings.: [478, 731, 597, 788]
- card: F. GORDON LUNDON, ARCHITECT. Office: Beard's Buildings (upstairs). QUEEN STREET.: [478, 845, 597, 902]
- hat-signature: W.F.C.A., LTD.: [13, 1273, 145, 1292]
- address-note: Make No Mistake About The Address.: [177, 486, 313, 495]
- wfca-furnishing-ad: [6, 46, 152, 477]
- hoopers-item: RIBBONS, Etc.: [411, 239, 465, 248]
- dobson-name: DOUGLAS DOBSON: [352, 1387, 450, 1397]
- card: P. L. HOLLINGS, BARRISTER AND SOLICITOR, MASTERTON (Opposite Post Office), HAS several sums of money available for investment on mortgage at lowest current rates of interest.: [478, 208, 597, 303]
- mcleod-young-street: QUEEN STREET, MASTERTON.: [363, 1225, 439, 1244]
- paper-nameplate: [478, 1263, 597, 1352]
- dupre-box: [P.O. Box 108.: [415, 672, 465, 681]
- jewellery-ad: [337, 307, 465, 687]
- contents-item: Page 7—Eketahuna County Council, District News, Commercial.: [478, 1209, 575, 1237]
- wool-packs-title: WOOL PACKS.: [40, 554, 118, 599]
- piano-head: WE DON'T WANT ALL THE MONEY: [341, 978, 461, 996]
- arcadia-proprietor: JOHN PATERSON, Proprietor.: [218, 655, 324, 664]
- topical-education: The statement made by Lord Tennyson in a letter to the London Times, to the effect that it is intended to hold an Imperial Conference on Education in London during 1907, in order to promote schemes of reciprocal education, will be good news to all friends of the Empire. For the greatest enemy which the Imperial connection has is the gross and inexcusable ignorance of the colonies prevailing in the United Kingdom. In our colonial schools British history and geography are systematically taught, with a fair amount of the history and geography of other colonies as well as of our own. But the children of the United Kingdom grow up without any special introduction to the history and geography of the great colonies which are reproducing their national life across the oceans. This is the chief cause of that woful and lamentable ignorance of their colonies and all things colonial, which distinguishes the British at Home, and is the chief barrier in the way of closer Imperial unity. At an Imperial Conference on Education could bring this forcibly before the people of the United Kingdom, British educationalists might be compelled to consider our Imperial needs and requirements in their syllabus.: [610, 721, 729, 1105]
- card: [A CARD.] JAMES PRENDEVILLE, BARRISTER AND SOLICITOR, EKETAHUNA. MONEY to Lend on approved Securities at Lowest Current Rates of Interest.: [478, 427, 597, 503]
- card: VARNHAM AND ROSE, ARCHITECTS, TEMPLE CHAMBERS, QUEEN-STREET - - MASTERTON.: [478, 788, 597, 845]
- wickens-name: JAS. WICKENS,: [210, 945, 280, 954]
- seed-row: Cow Grass, C. Dogstail,: [6, 784, 152, 793]
